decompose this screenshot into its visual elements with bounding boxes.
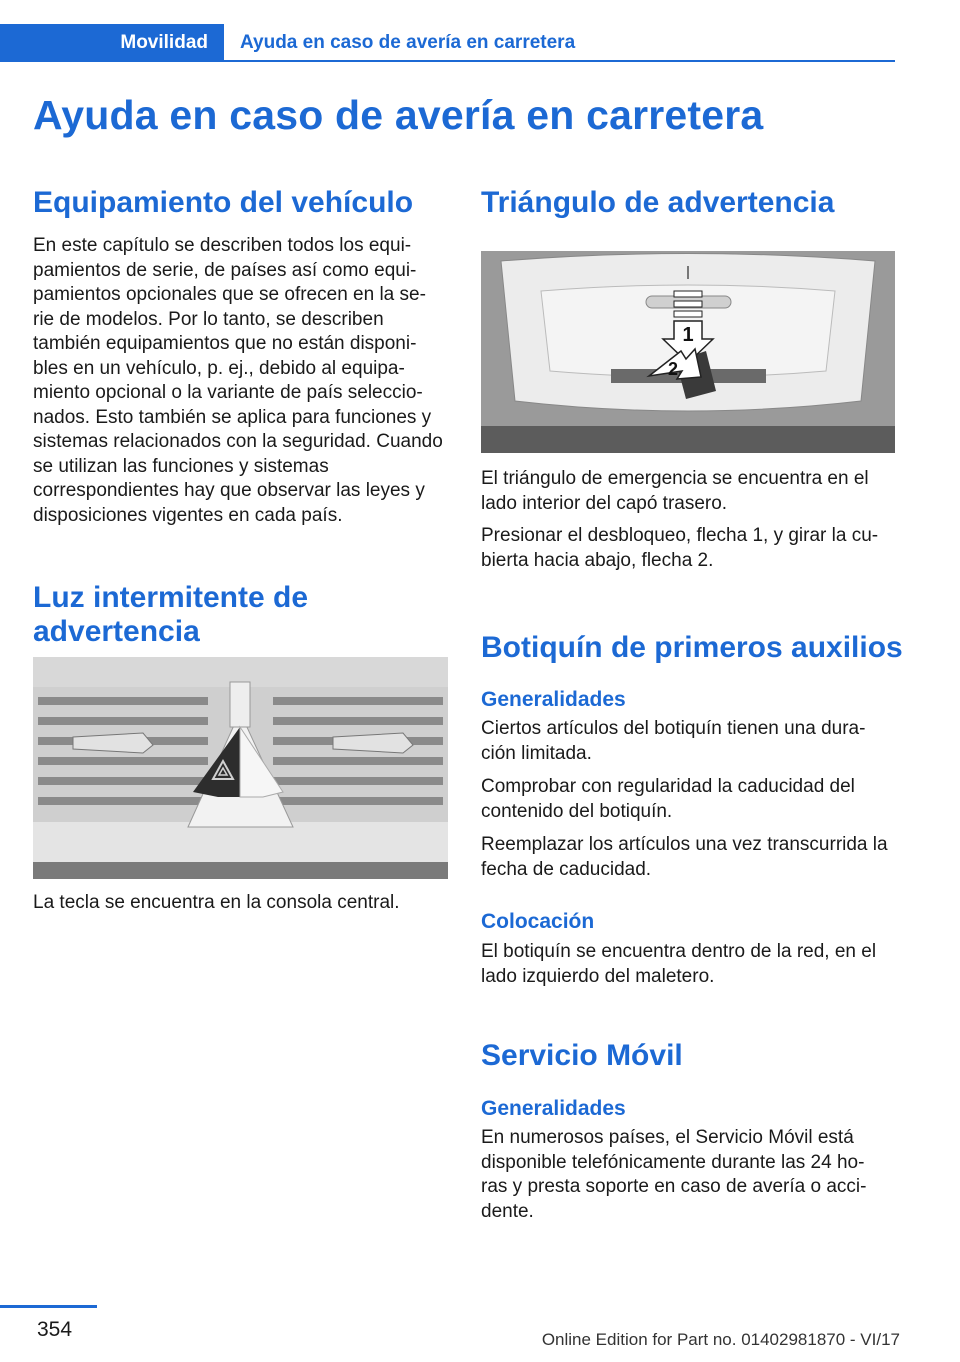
trunk-lid-illustration: [481, 251, 895, 453]
page-header: [0, 24, 895, 62]
first-aid-general-p3: Reemplazar los artículos una vez transcurrida la fecha de caducidad.: [481, 834, 888, 880]
equipment-heading: Equipamiento del vehículo: [33, 186, 414, 219]
mobile-service-heading: Servicio Móvil: [481, 1039, 683, 1072]
hazard-caption: La tecla se encuentra en la consola central.: [33, 892, 400, 913]
placement-para: El botiquín se encuentra dentro de la red, en el lado izquierdo del maletero.: [481, 941, 877, 987]
first-aid-general-p1: Ciertos artículos del botiquín tienen una dura‑ ción limitada.: [481, 718, 866, 764]
first-aid-general-heading: Generalidades: [481, 688, 626, 711]
hazard-console-illustration: [33, 657, 448, 879]
chapter-tab[interactable]: [0, 24, 224, 62]
placement-heading: Colocación: [481, 910, 595, 933]
first-aid-general-p2: Comprobar con regularidad la caducidad del contenido del botiquín.: [481, 776, 855, 822]
footer-divider: [0, 1305, 97, 1308]
edition-note: Online Edition for Part no. 01402981870 - VI/17: [541, 1330, 900, 1349]
mobile-service-general-heading: Generalidades: [481, 1097, 626, 1120]
page-title: Ayuda en caso de avería en carretera: [33, 92, 764, 138]
header-divider: [224, 60, 895, 62]
triangle-para-2: Presionar el desbloqueo, flecha 1, y girar la cu‑ bierta hacia abajo, flecha 2.: [481, 525, 879, 571]
equipment-body: En este capítulo se describen todos los equi‑ pamientos de serie, de países así como equi‑ pamientos opcionales que se ofrecen en la se‑ rie de modelos. Por lo tanto, se describen también equipamientos que no están disponi‑ bles en un vehículo, p. ej., debido al equipa‑ miento opcional o la variante de país seleccio‑ nados. Esto también se aplica para funciones y sistemas relacionados con la seguridad. Cuando se utilizan las funciones y sistemas correspondientes hay que observar las leyes y disposiciones vigentes en cada país.: [33, 235, 443, 526]
first-aid-heading: Botiquín de primeros auxilios: [481, 631, 903, 664]
triangle-heading: Triángulo de advertencia: [481, 186, 835, 219]
warning-triangle-figure: [481, 251, 895, 453]
chapter-label: Movilidad: [120, 32, 208, 53]
mobile-service-para: En numerosos países, el Servicio Móvil está disponible telefónicamente durante las 24 ho‑ ras y presta soporte en caso de avería o acci‑ dente.: [481, 1127, 867, 1222]
arrow-1-label: 1: [682, 324, 694, 346]
hazard-heading: Luz intermitente de advertencia: [33, 581, 309, 648]
section-breadcrumb[interactable]: Ayuda en caso de avería en carretera: [240, 32, 576, 53]
page-number: 354: [37, 1318, 73, 1341]
arrow-2-label: 2: [667, 359, 679, 379]
hazard-button-figure: [33, 657, 448, 879]
triangle-para-1: El triángulo de emergencia se encuentra en el lado interior del capó trasero.: [481, 468, 869, 514]
